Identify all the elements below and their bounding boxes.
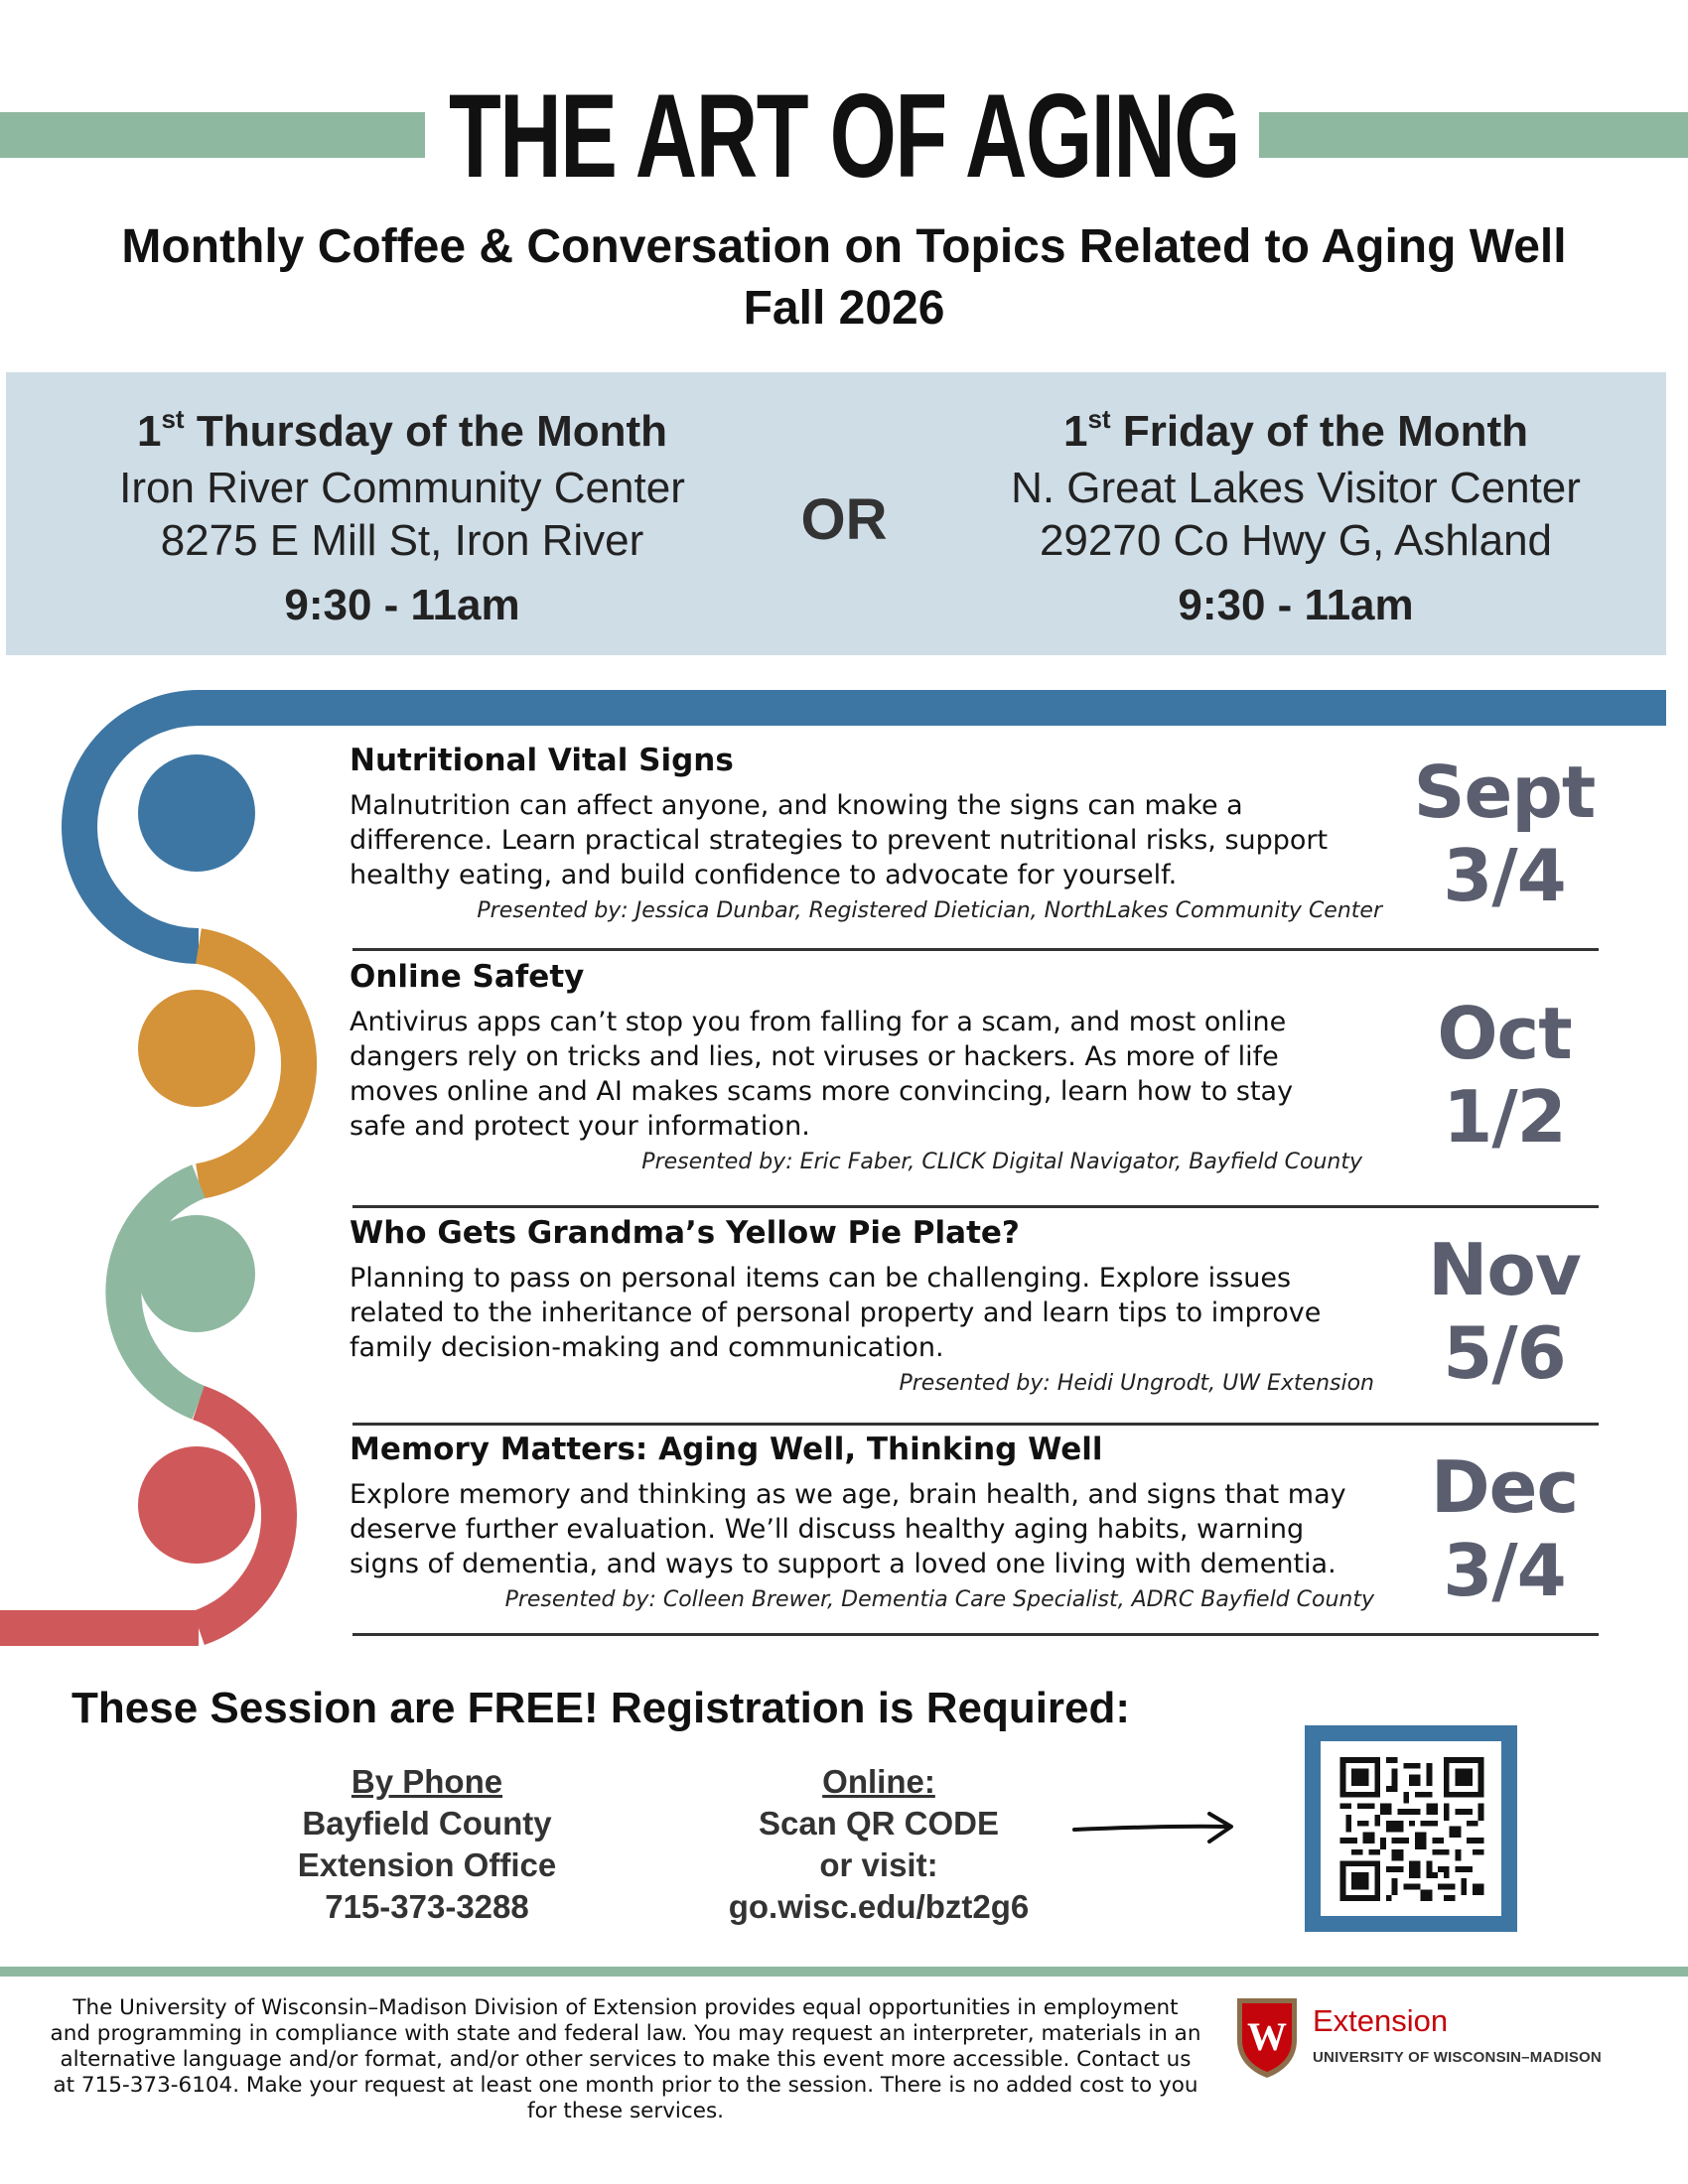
online-line-2: or visit: xyxy=(819,1846,938,1883)
extension-logo-text: Extension xyxy=(1313,2003,1449,2038)
registration-heading: These Session are FREE! Registration is Required: xyxy=(71,1684,1131,1732)
session-divider xyxy=(352,948,1599,951)
session-2 xyxy=(350,957,1382,1177)
session-title: Online Safety xyxy=(350,959,585,995)
date-month: Sept xyxy=(1413,751,1596,834)
friday-address: 29270 Co Hwy G, Ashland xyxy=(1039,516,1553,565)
session-3-date xyxy=(1380,1228,1628,1395)
friday-location xyxy=(978,402,1614,640)
subtitle-line: Monthly Coffee & Conversation on Topics Related to Aging Well xyxy=(121,220,1567,273)
qr-code-icon[interactable] xyxy=(1337,1757,1486,1901)
day-label: Thursday of the Month xyxy=(196,407,668,456)
session-presenter: Presented by: Jessica Dunbar, Registered Dietician, NorthLakes Community Center xyxy=(477,898,1382,923)
session-presenter: Presented by: Eric Faber, CLICK Digital Navigator, Bayfield County xyxy=(641,1150,1362,1174)
date-days: 5/6 xyxy=(1443,1311,1566,1395)
phone-label: By Phone xyxy=(351,1763,503,1800)
session-divider xyxy=(352,1423,1599,1426)
date-month: Oct xyxy=(1437,992,1572,1075)
friday-venue: N. Great Lakes Visitor Center xyxy=(1011,464,1581,512)
footer-disclaimer: The University of Wisconsin–Madison Division of Extension provides equal opportunities in employment and programming in compliance with state and federal law. You may request an interpreter, materials in an alternative language and/or format, and/or other services to make this event more accessible. Contact us at 715-373-6104. Make your request at least one month prior to the session. There is no added cost to you for these services. xyxy=(50,1995,1201,2123)
session-presenter: Presented by: Heidi Ungrodt, UW Extension xyxy=(899,1371,1374,1396)
extension-logo-subtitle: UNIVERSITY OF WISCONSIN–MADISON xyxy=(1313,2049,1602,2066)
session-1 xyxy=(350,741,1382,926)
season-line: Fall 2026 xyxy=(743,282,945,335)
timeline-dot-blue xyxy=(138,754,255,872)
session-divider xyxy=(352,1633,1599,1636)
thursday-venue: Iron River Community Center xyxy=(119,464,685,512)
session-description: Antivirus apps can’t stop you from falling for a scam, and most online dangers rely on tricks and lies, not viruses or hackers. As more of life moves online and AI makes scams more convincing, learn how to stay safe and protect your information. xyxy=(350,1007,1294,1142)
friday-time: 9:30 - 11am xyxy=(1178,581,1414,629)
session-3 xyxy=(350,1213,1382,1399)
session-title: Memory Matters: Aging Well, Thinking Well xyxy=(350,1432,1103,1467)
date-days: 3/4 xyxy=(1443,1529,1566,1612)
date-month: Nov xyxy=(1428,1228,1581,1311)
thursday-time: 9:30 - 11am xyxy=(284,581,520,629)
phone-line-1: Bayfield County xyxy=(302,1805,552,1842)
ordinal: 1 xyxy=(1062,407,1088,456)
friday-day xyxy=(978,402,1614,462)
date-days: 3/4 xyxy=(1443,834,1566,917)
page-subtitle xyxy=(0,216,1688,340)
session-4 xyxy=(350,1430,1382,1615)
thursday-location xyxy=(84,402,720,640)
phone-number[interactable]: 715-373-3288 xyxy=(325,1888,529,1925)
arrow-right-icon xyxy=(1072,1809,1241,1848)
timeline-dot-red xyxy=(138,1446,255,1564)
thursday-day xyxy=(84,402,720,462)
session-title: Nutritional Vital Signs xyxy=(350,743,734,778)
crest-letter: W xyxy=(1247,2014,1287,2059)
timeline-dot-orange xyxy=(138,990,255,1107)
thursday-address: 8275 E Mill St, Iron River xyxy=(160,516,644,565)
or-label: OR xyxy=(800,487,888,552)
timeline-dot-green xyxy=(138,1215,255,1332)
online-line-1: Scan QR CODE xyxy=(758,1805,1000,1842)
session-description: Planning to pass on personal items can be challenging. Explore issues related to the inheritance of personal property and learn tips to improve family decision-making and communication. xyxy=(350,1263,1322,1363)
page-title: THE ART OF AGING xyxy=(448,69,1240,203)
online-label: Online: xyxy=(822,1763,935,1800)
session-1-date xyxy=(1380,751,1628,917)
uw-crest-logo xyxy=(1231,1990,1303,2080)
date-month: Dec xyxy=(1430,1445,1579,1529)
phone-line-2: Extension Office xyxy=(297,1846,557,1883)
registration-url[interactable]: go.wisc.edu/bzt2g6 xyxy=(728,1888,1030,1925)
session-4-date xyxy=(1380,1445,1628,1612)
session-description: Explore memory and thinking as we age, brain health, and signs that may deserve further evaluation. We’ll discuss healthy aging habits, warning signs of dementia, and ways to support a loved one living with dementia. xyxy=(350,1479,1346,1579)
footer-bar xyxy=(0,1967,1688,1977)
ordinal-suffix: st xyxy=(161,404,185,434)
ordinal: 1 xyxy=(136,407,162,456)
session-divider xyxy=(352,1205,1599,1208)
day-label: Friday of the Month xyxy=(1122,407,1529,456)
session-2-date xyxy=(1380,992,1628,1159)
session-description: Malnutrition can affect anyone, and knowing the signs can make a difference. Learn practical strategies to prevent nutritional risks, support healthy eating, and build confidence to advocate for yourself. xyxy=(350,790,1329,890)
session-title: Who Gets Grandma’s Yellow Pie Plate? xyxy=(350,1215,1020,1251)
session-presenter: Presented by: Colleen Brewer, Dementia Care Specialist, ADRC Bayfield County xyxy=(504,1587,1374,1612)
ordinal-suffix: st xyxy=(1087,404,1111,434)
online-registration xyxy=(695,1761,1062,1928)
phone-registration xyxy=(248,1761,606,1928)
date-days: 1/2 xyxy=(1443,1075,1566,1159)
